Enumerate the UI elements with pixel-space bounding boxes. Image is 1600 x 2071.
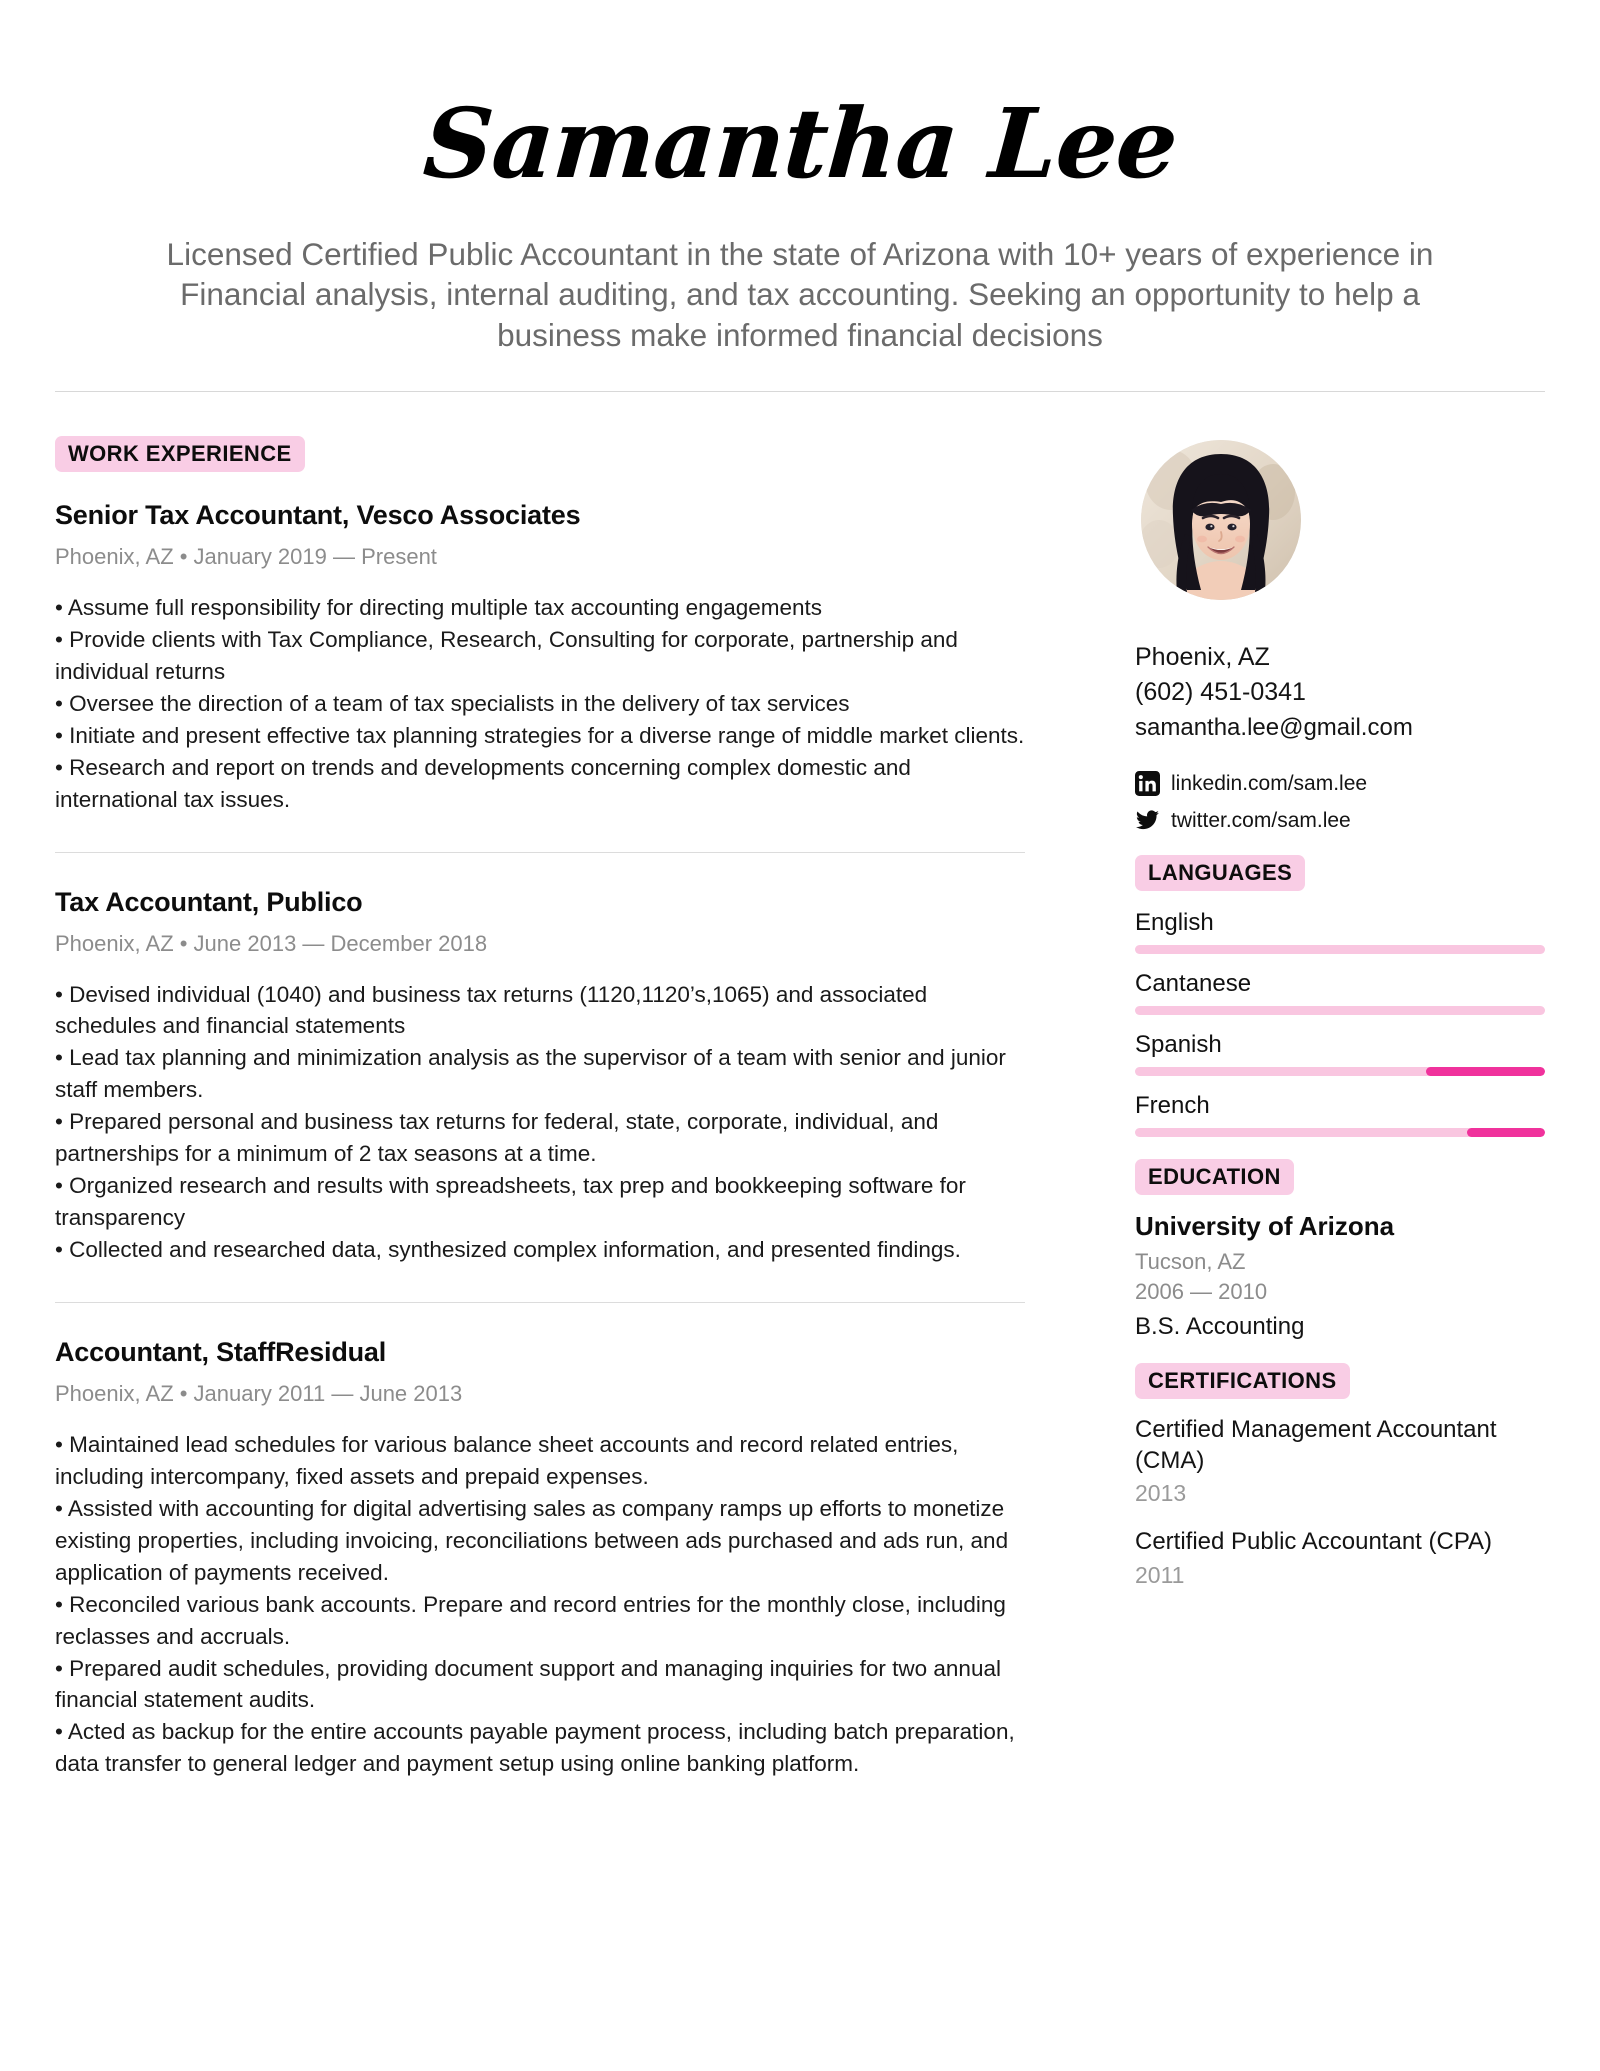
social-link-linkedin[interactable] [1135, 771, 1545, 796]
language-item [1135, 909, 1545, 954]
job-title: Senior Tax Accountant, Vesco Associates [55, 499, 581, 530]
bullet-item: • Lead tax planning and minimization analysis as the supervisor of a team with senior and junior staff members. [55, 1045, 1006, 1103]
education-entry [1135, 1211, 1545, 1341]
twitter-icon [1135, 808, 1160, 833]
bullet-item: • Maintained lead schedules for various balance sheet accounts and record related entries, including intercompany, fixed assets and prepaid expenses. [55, 1431, 959, 1489]
job-meta: Phoenix, AZ • January 2019 — Present [55, 543, 437, 569]
language-item [1135, 1092, 1545, 1137]
language-name: English [1135, 909, 1214, 937]
section-heading-education: EDUCATION [1135, 1159, 1294, 1195]
bullet-item: • Prepared audit schedules, providing document support and managing inquiries for two annual financial statement audits. [55, 1655, 1001, 1713]
section-heading-work-experience: WORK EXPERIENCE [55, 436, 305, 472]
education-degree: B.S. Accounting [1135, 1313, 1305, 1341]
bullet-item: • Acted as backup for the entire accounts payable payment process, including batch preparation, data transfer to general ledger and payment setup using online banking platform. [55, 1719, 1015, 1777]
social-link-label: twitter.com/sam.lee [1171, 808, 1351, 832]
job-title: Accountant, StaffResidual [55, 1336, 387, 1367]
language-item [1135, 970, 1545, 1015]
linkedin-icon [1135, 771, 1160, 796]
language-level-bar [1135, 1128, 1545, 1137]
certification-list [1135, 1415, 1545, 1589]
page-title: Samantha Lee [419, 87, 1181, 200]
bullet-item: • Prepared personal and business tax returns for federal, state, corporate, individual, and partnerships for a minimum of 2 tax seasons at a time. [55, 1109, 939, 1167]
education-section [1135, 1159, 1545, 1195]
bullet-item: • Reconciled various bank accounts. Prepare and record entries for the monthly close, including reclasses and accruals. [55, 1591, 1006, 1649]
certifications-section [1135, 1363, 1545, 1399]
section-heading-certifications: CERTIFICATIONS [1135, 1363, 1350, 1399]
entry-divider [55, 852, 1025, 853]
bullet-item: • Organized research and results with spreadsheets, tax prep and bookkeeping software for transparency [55, 1173, 966, 1231]
bullet-item: • Assume full responsibility for directing multiple tax accounting engagements [55, 594, 823, 620]
education-location: Tucson, AZ [1135, 1249, 1246, 1275]
entry-divider [55, 1302, 1025, 1303]
profile-photo [1141, 440, 1301, 600]
work-entry [55, 1337, 1025, 1780]
bullet-item: • Collected and researched data, synthesized complex information, and presented findings. [55, 1237, 961, 1262]
contact-info [1135, 640, 1545, 745]
resume-body [0, 392, 1600, 1840]
language-level-fill [1426, 1067, 1545, 1076]
education-school: University of Arizona [1135, 1211, 1395, 1242]
bullet-item: • Research and report on trends and developments concerning complex domestic and international tax issues. [55, 754, 911, 812]
main-column [55, 436, 1085, 1780]
job-meta: Phoenix, AZ • June 2013 — December 2018 [55, 930, 488, 956]
bullet-item: • Provide clients with Tax Compliance, Research, Consulting for corporate, partnership and individual returns [55, 626, 958, 684]
bullet-item: • Assisted with accounting for digital advertising sales as company ramps up efforts to monetize existing properties, including invoicing, reconciliations between ads purchased and ads run, and application of payments received. [55, 1495, 1009, 1585]
contact-email[interactable]: samantha.lee@gmail.com [1135, 713, 1413, 741]
bullet-item: • Devised individual (1040) and business tax returns (1120,1120’s,1065) and associated schedules and financial statements [55, 981, 928, 1039]
language-item [1135, 1031, 1545, 1076]
avatar [1141, 440, 1301, 600]
language-level-bar [1135, 1067, 1545, 1076]
job-meta: Phoenix, AZ • January 2011 — June 2013 [55, 1380, 463, 1406]
certification-name: Certified Management Accountant (CMA) [1135, 1416, 1497, 1474]
languages-section [1135, 855, 1545, 891]
social-link-twitter[interactable] [1135, 808, 1545, 833]
language-name: Spanish [1135, 1031, 1222, 1059]
language-list [1135, 909, 1545, 1137]
sidebar-column [1085, 436, 1545, 1609]
language-name: Cantanese [1135, 970, 1252, 998]
bullet-item: • Oversee the direction of a team of tax specialists in the delivery of tax services [55, 690, 850, 716]
contact-phone[interactable]: (602) 451-0341 [1135, 678, 1306, 707]
work-entry [55, 887, 1025, 1266]
profile-summary: Licensed Certified Public Accountant in the state of Arizona with 10+ years of experience in Financial analysis, internal auditing, and tax accounting. Seeking an opportunity to help a business make informed financial decisions [166, 236, 1434, 353]
job-bullets [55, 979, 1025, 1266]
contact-location: Phoenix, AZ [1135, 642, 1270, 671]
job-bullets [55, 592, 1025, 816]
social-link-label: linkedin.com/sam.lee [1171, 771, 1368, 795]
language-level-bar [1135, 945, 1545, 954]
certification-item [1135, 1527, 1545, 1589]
bullet-item: • Initiate and present effective tax planning strategies for a diverse range of middle market clients. [55, 722, 1025, 748]
language-level-bar [1135, 1006, 1545, 1015]
job-title: Tax Accountant, Publico [55, 886, 363, 917]
job-bullets [55, 1429, 1025, 1780]
resume-header [0, 0, 1600, 355]
section-heading-languages: LANGUAGES [1135, 855, 1305, 891]
language-name: French [1135, 1092, 1210, 1120]
education-years: 2006 — 2010 [1135, 1279, 1268, 1305]
language-level-fill [1467, 1128, 1545, 1137]
certification-item [1135, 1415, 1545, 1507]
certification-year: 2011 [1135, 1562, 1185, 1589]
certification-year: 2013 [1135, 1480, 1187, 1507]
certification-name: Certified Public Accountant (CPA) [1135, 1528, 1493, 1556]
social-links [1135, 771, 1545, 833]
work-entry [55, 500, 1025, 816]
